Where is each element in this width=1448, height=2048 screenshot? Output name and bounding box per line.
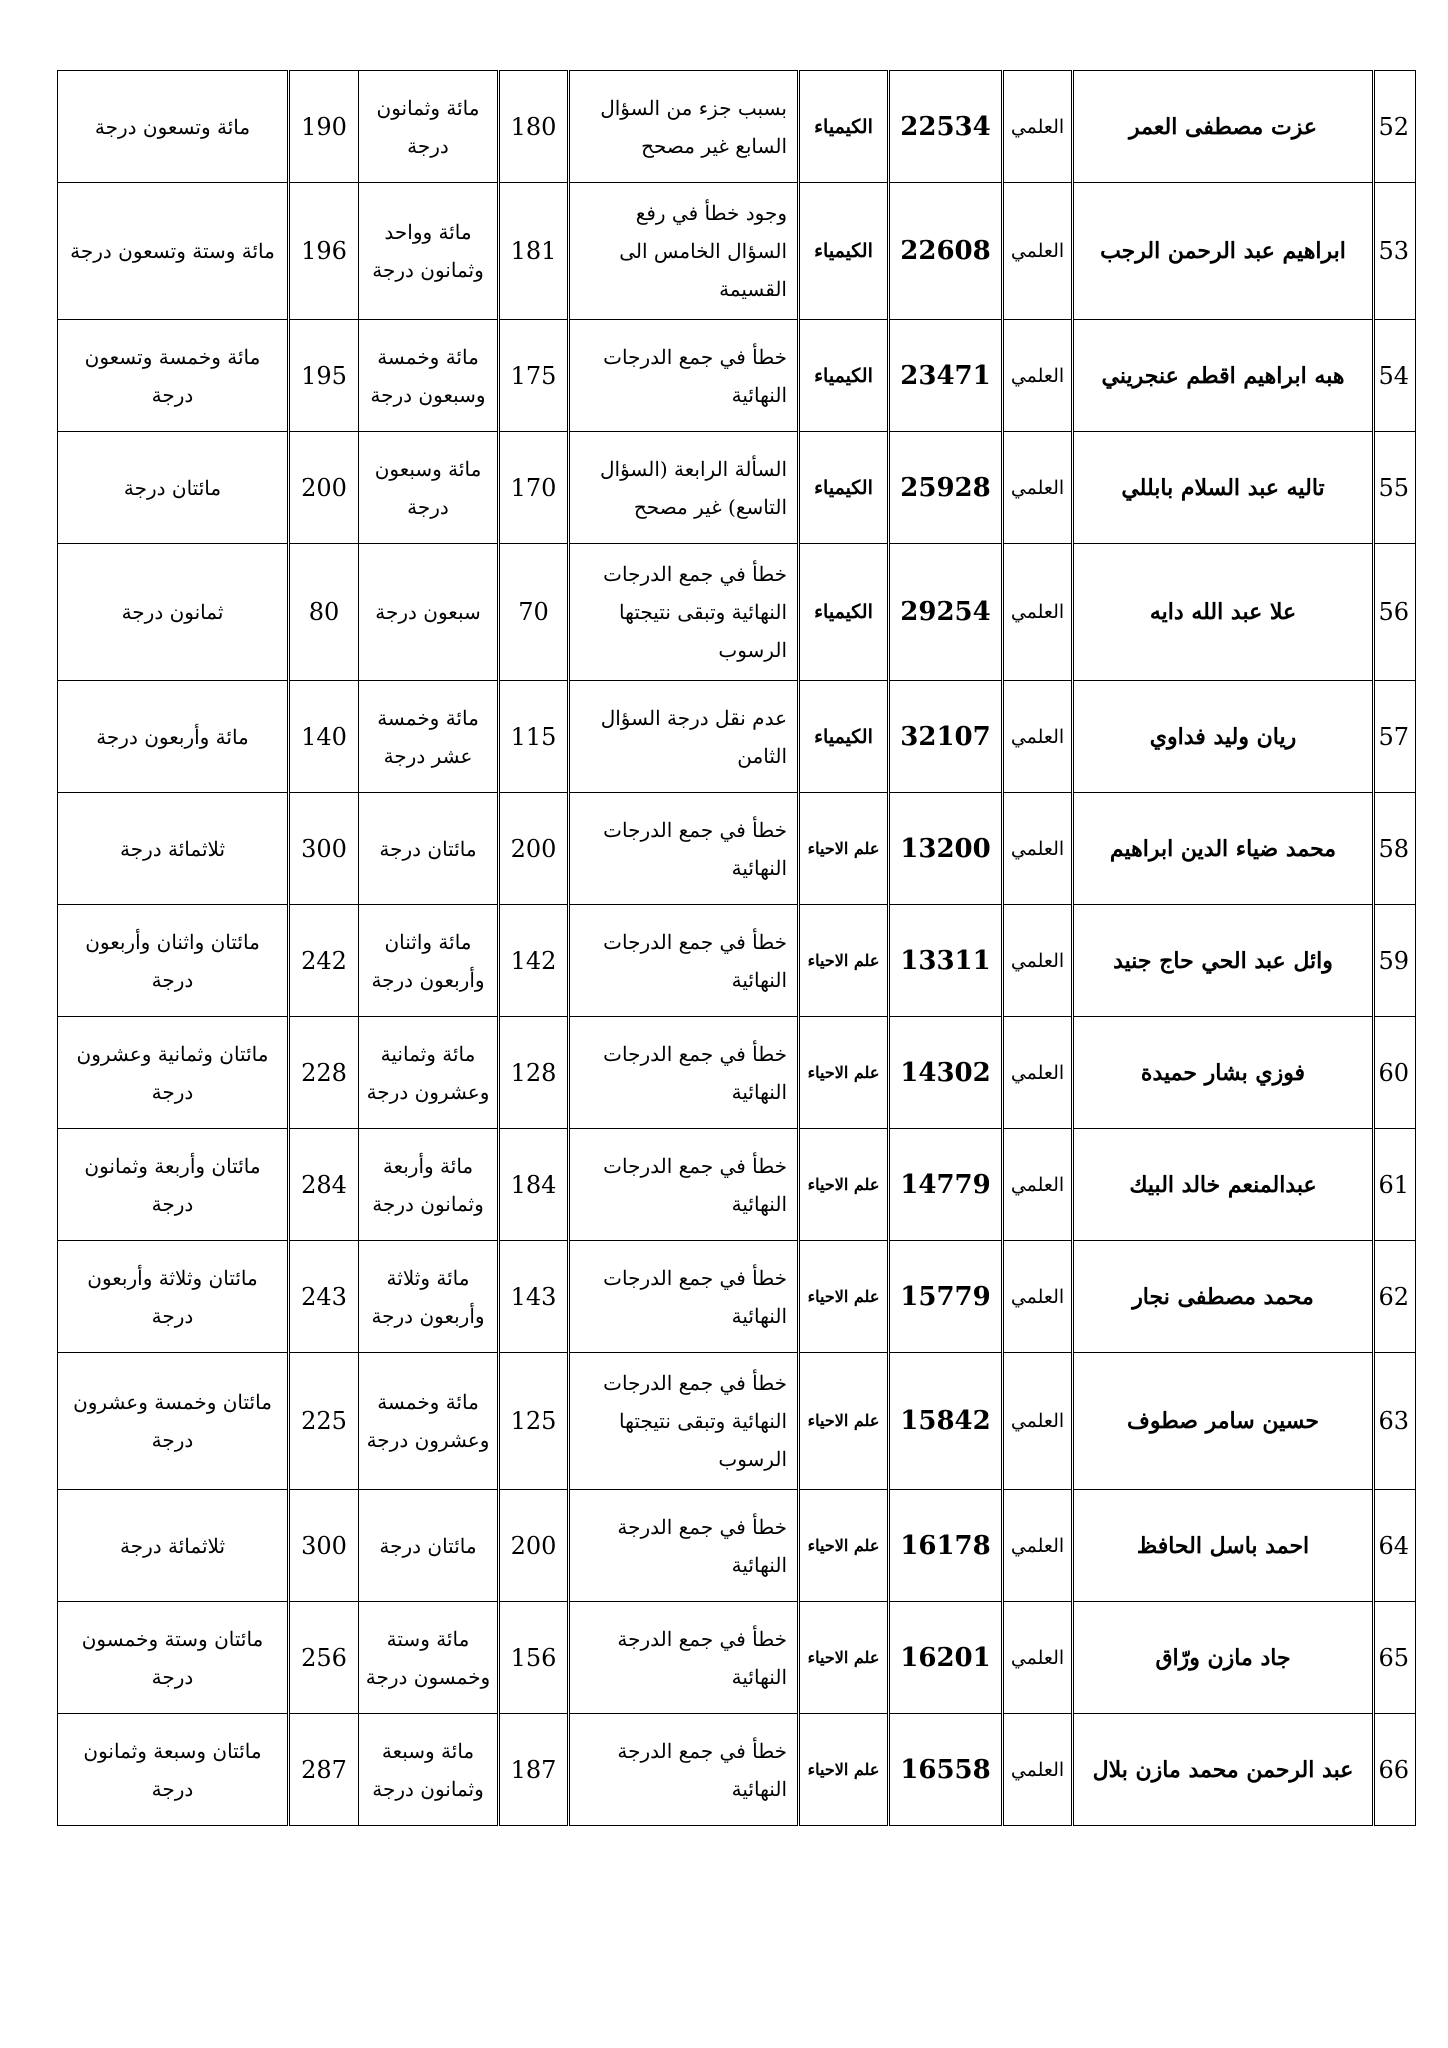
branch: العلمي [1003,183,1073,320]
row-number: 63 [1374,1353,1416,1490]
old-score-words: مائة وسبعون درجة [359,432,499,544]
old-score-words: مائة وخمسة عشر درجة [359,681,499,793]
student-name: جاد مازن ورّاق [1073,1602,1374,1714]
exam-number: 29254 [889,544,1003,681]
row-number: 61 [1374,1129,1416,1241]
new-score-words: مائة وخمسة وتسعون درجة [58,320,289,432]
subject: علم الاحياء [799,1017,889,1129]
new-score: 196 [289,183,359,320]
new-score: 80 [289,544,359,681]
old-score-words: مائة وثمانون درجة [359,71,499,183]
new-score-words: ثلاثمائة درجة [58,793,289,905]
correction-reason: خطأ في جمع الدرجات النهائية [569,1017,799,1129]
new-score-words: مائتان واثنان وأربعون درجة [58,905,289,1017]
correction-reason: عدم نقل درجة السؤال الثامن [569,681,799,793]
branch: العلمي [1003,1353,1073,1490]
branch: العلمي [1003,1129,1073,1241]
exam-number: 16178 [889,1490,1003,1602]
student-name: عزت مصطفى العمر [1073,71,1374,183]
table-row [58,793,1416,905]
row-number: 62 [1374,1241,1416,1353]
table-row [58,1241,1416,1353]
exam-number: 32107 [889,681,1003,793]
subject: علم الاحياء [799,793,889,905]
branch: العلمي [1003,71,1073,183]
new-score: 225 [289,1353,359,1490]
table-row [58,1602,1416,1714]
table-row [58,432,1416,544]
student-name: عبدالمنعم خالد البيك [1073,1129,1374,1241]
new-score-words: مائتان وخمسة وعشرون درجة [58,1353,289,1490]
new-score-words: ثلاثمائة درجة [58,1490,289,1602]
table-row [58,1490,1416,1602]
new-score-words: مائتان درجة [58,432,289,544]
table-row [58,1714,1416,1826]
row-number: 52 [1374,71,1416,183]
old-score-words: مائة وخمسة وسبعون درجة [359,320,499,432]
exam-number: 22608 [889,183,1003,320]
student-name: هبه ابراهيم اقطم عنجريني [1073,320,1374,432]
exam-number: 14779 [889,1129,1003,1241]
branch: العلمي [1003,1714,1073,1826]
table-row [58,1353,1416,1490]
subject: الكيمياء [799,681,889,793]
student-name: محمد ضياء الدين ابراهيم [1073,793,1374,905]
new-score-words: مائة وستة وتسعون درجة [58,183,289,320]
correction-reason: خطأ في جمع الدرجة النهائية [569,1714,799,1826]
correction-reason: خطأ في جمع الدرجات النهائية [569,1129,799,1241]
old-score: 70 [499,544,569,681]
old-score-words: مائة وثمانية وعشرون درجة [359,1017,499,1129]
old-score: 175 [499,320,569,432]
exam-number: 23471 [889,320,1003,432]
old-score: 156 [499,1602,569,1714]
old-score-words: مائة وستة وخمسون درجة [359,1602,499,1714]
subject: الكيمياء [799,432,889,544]
correction-reason: خطأ في جمع الدرجات النهائية [569,793,799,905]
student-name: حسين سامر صطوف [1073,1353,1374,1490]
new-score: 243 [289,1241,359,1353]
exam-number: 15779 [889,1241,1003,1353]
old-score-words: مائة وسبعة وثمانون درجة [359,1714,499,1826]
exam-number: 13311 [889,905,1003,1017]
correction-reason: خطأ في جمع الدرجة النهائية [569,1490,799,1602]
row-number: 54 [1374,320,1416,432]
new-score: 228 [289,1017,359,1129]
branch: العلمي [1003,1602,1073,1714]
subject: علم الاحياء [799,1490,889,1602]
table-body [58,71,1416,1826]
branch: العلمي [1003,1241,1073,1353]
row-number: 57 [1374,681,1416,793]
table-row [58,905,1416,1017]
old-score: 143 [499,1241,569,1353]
new-score: 200 [289,432,359,544]
exam-number: 16201 [889,1602,1003,1714]
branch: العلمي [1003,432,1073,544]
correction-reason: خطأ في جمع الدرجات النهائية وتبقى نتيجتها الرسوب [569,544,799,681]
table-row [58,320,1416,432]
new-score: 195 [289,320,359,432]
new-score-words: مائة وأربعون درجة [58,681,289,793]
branch: العلمي [1003,1017,1073,1129]
old-score: 180 [499,71,569,183]
table-row [58,183,1416,320]
student-name: عبد الرحمن محمد مازن بلال [1073,1714,1374,1826]
branch: العلمي [1003,905,1073,1017]
new-score: 256 [289,1602,359,1714]
new-score: 300 [289,1490,359,1602]
branch: العلمي [1003,320,1073,432]
exam-number: 14302 [889,1017,1003,1129]
branch: العلمي [1003,1490,1073,1602]
row-number: 58 [1374,793,1416,905]
old-score-words: مائتان درجة [359,793,499,905]
row-number: 55 [1374,432,1416,544]
new-score-words: مائتان وثمانية وعشرون درجة [58,1017,289,1129]
new-score-words: مائتان وأربعة وثمانون درجة [58,1129,289,1241]
table-row [58,1129,1416,1241]
new-score-words: ثمانون درجة [58,544,289,681]
new-score: 300 [289,793,359,905]
branch: العلمي [1003,681,1073,793]
old-score: 142 [499,905,569,1017]
branch: العلمي [1003,793,1073,905]
old-score: 115 [499,681,569,793]
table-row [58,1017,1416,1129]
correction-reason: بسبب جزء من السؤال السابع غير مصحح [569,71,799,183]
new-score: 284 [289,1129,359,1241]
correction-reason: خطأ في جمع الدرجات النهائية [569,1241,799,1353]
student-name: علا عبد الله دايه [1073,544,1374,681]
subject: الكيمياء [799,183,889,320]
correction-reason: خطأ في جمع الدرجات النهائية [569,320,799,432]
table-row [58,544,1416,681]
old-score-words: سبعون درجة [359,544,499,681]
student-name: ابراهيم عبد الرحمن الرجب [1073,183,1374,320]
subject: الكيمياء [799,320,889,432]
correction-reason: خطأ في جمع الدرجات النهائية [569,905,799,1017]
new-score: 242 [289,905,359,1017]
subject: الكيمياء [799,544,889,681]
subject: علم الاحياء [799,1602,889,1714]
old-score: 128 [499,1017,569,1129]
old-score: 184 [499,1129,569,1241]
old-score: 125 [499,1353,569,1490]
student-name: فوزي بشار حميدة [1073,1017,1374,1129]
student-name: احمد باسل الحافظ [1073,1490,1374,1602]
student-name: تاليه عبد السلام بابللي [1073,432,1374,544]
correction-reason: السألة الرابعة (السؤال التاسع) غير مصحح [569,432,799,544]
exam-number: 13200 [889,793,1003,905]
old-score-words: مائة وواحد وثمانون درجة [359,183,499,320]
old-score: 200 [499,1490,569,1602]
old-score: 181 [499,183,569,320]
new-score-words: مائتان وستة وخمسون درجة [58,1602,289,1714]
branch: العلمي [1003,544,1073,681]
subject: علم الاحياء [799,1353,889,1490]
exam-number: 15842 [889,1353,1003,1490]
subject: الكيمياء [799,71,889,183]
student-name: ريان وليد فداوي [1073,681,1374,793]
subject: علم الاحياء [799,905,889,1017]
table-row [58,681,1416,793]
exam-number: 25928 [889,432,1003,544]
row-number: 56 [1374,544,1416,681]
row-number: 66 [1374,1714,1416,1826]
row-number: 53 [1374,183,1416,320]
row-number: 59 [1374,905,1416,1017]
student-name: محمد مصطفى نجار [1073,1241,1374,1353]
new-score-words: مائتان وثلاثة وأربعون درجة [58,1241,289,1353]
row-number: 65 [1374,1602,1416,1714]
results-table [57,70,1416,1826]
new-score: 287 [289,1714,359,1826]
new-score-words: مائتان وسبعة وثمانون درجة [58,1714,289,1826]
new-score-words: مائة وتسعون درجة [58,71,289,183]
old-score-words: مائة وخمسة وعشرون درجة [359,1353,499,1490]
subject: علم الاحياء [799,1241,889,1353]
old-score: 200 [499,793,569,905]
old-score: 187 [499,1714,569,1826]
correction-reason: وجود خطأ في رفع السؤال الخامس الى القسيمة [569,183,799,320]
subject: علم الاحياء [799,1714,889,1826]
row-number: 64 [1374,1490,1416,1602]
student-name: وائل عبد الحي حاج جنيد [1073,905,1374,1017]
new-score: 140 [289,681,359,793]
correction-reason: خطأ في جمع الدرجات النهائية وتبقى نتيجتها الرسوب [569,1353,799,1490]
subject: علم الاحياء [799,1129,889,1241]
old-score: 170 [499,432,569,544]
old-score-words: مائتان درجة [359,1490,499,1602]
new-score: 190 [289,71,359,183]
row-number: 60 [1374,1017,1416,1129]
old-score-words: مائة واثنان وأربعون درجة [359,905,499,1017]
old-score-words: مائة وأربعة وثمانون درجة [359,1129,499,1241]
old-score-words: مائة وثلاثة وأربعون درجة [359,1241,499,1353]
table-row [58,71,1416,183]
exam-number: 16558 [889,1714,1003,1826]
exam-number: 22534 [889,71,1003,183]
correction-reason: خطأ في جمع الدرجة النهائية [569,1602,799,1714]
